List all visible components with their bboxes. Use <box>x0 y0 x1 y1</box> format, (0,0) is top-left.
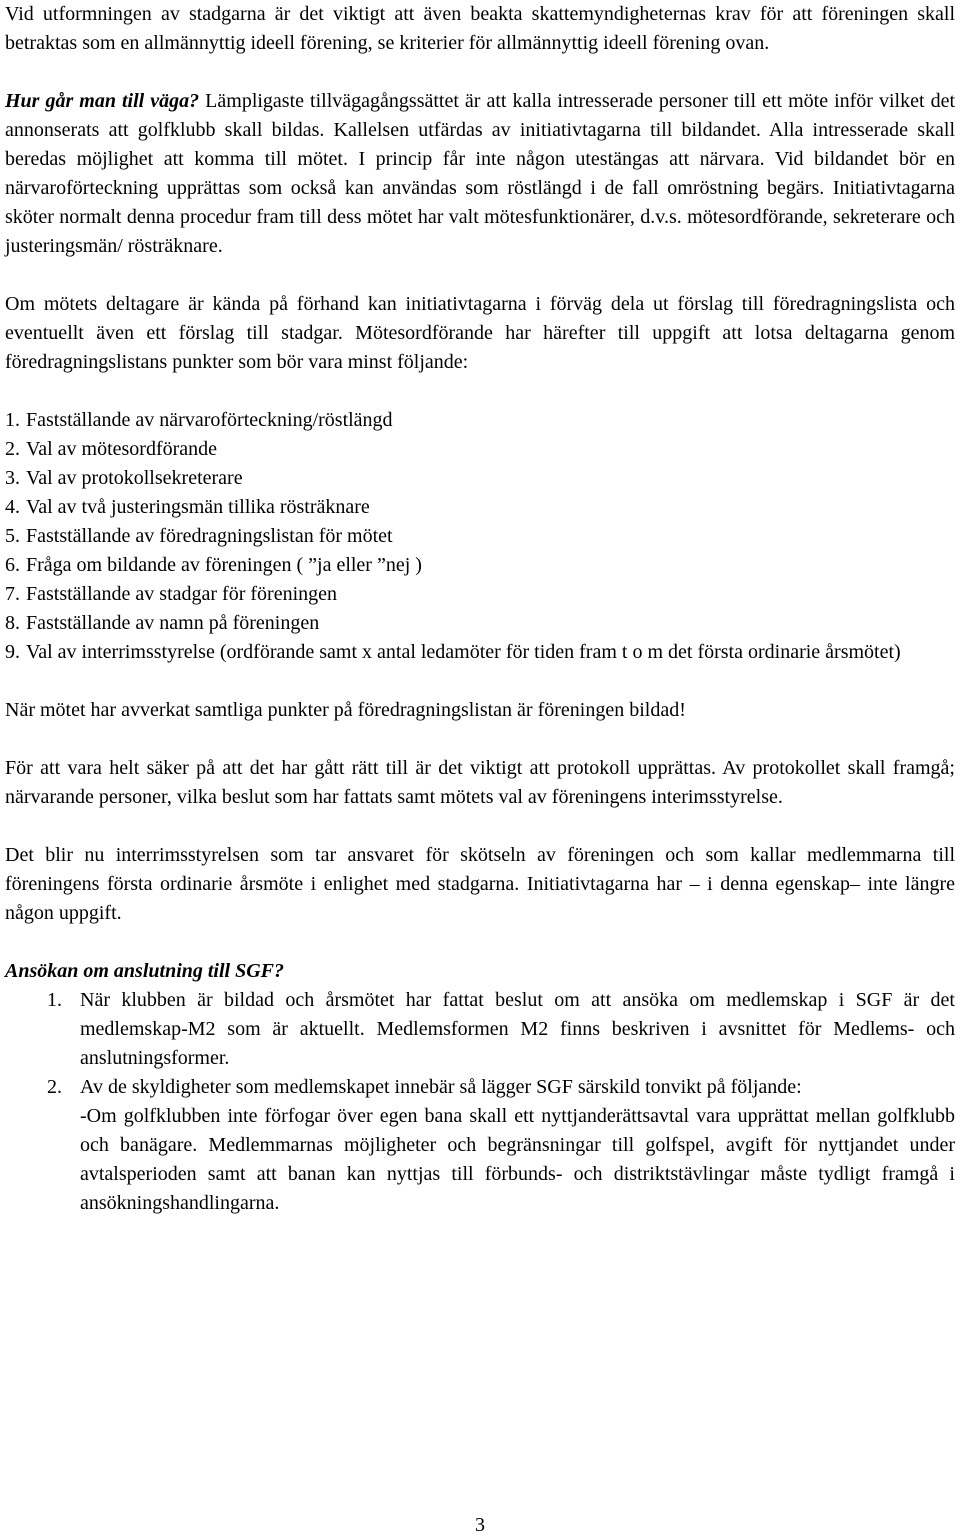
sgf-list-item <box>5 986 955 1073</box>
agenda-item <box>5 609 955 638</box>
agenda-item-text: Fråga om bildande av föreningen ( ”ja eller ”nej ) <box>26 554 422 576</box>
sgf-list-item <box>5 1073 955 1218</box>
section-how-text: Lämpligaste tillvägagångssättet är att kalla intresserade personer till ett möte inför vilket det annonserats att golfklubb skall bildas. Kallelsen utfärdas av initiativtagarna till bildandet. Alla intresserade skall beredas möjlighet att komma till mötet. I princip får inte någon utestängas att närvara. Vid bildandet bör en närvaroförteckning upprättas som också kan användas som röstlängd i de fall omröstning begärs. Initiativtagarna sköter normalt denna procedur fram till dess mötet har valt mötesfunktionärer, d.v.s. mötesordförande, sekreterare och justeringsmän/ rösträknare. <box>5 90 956 257</box>
agenda-item-number: 2. <box>5 438 20 460</box>
sgf-item-text: När klubben är bildad och årsmötet har fattat beslut om att ansöka om medlemskap i SGF är det medlemskap-M2 som är aktuellt. Medlemsformen M2 finns beskriven i avsnittet för Medlems- och anslutningsformer. <box>80 989 955 1069</box>
agenda-item <box>5 464 955 493</box>
agenda-item <box>5 435 955 464</box>
agenda-item-text: Val av interrimsstyrelse (ordförande samt x antal ledamöter för tiden fram t o m det första ordinarie årsmötet) <box>26 641 901 663</box>
sgf-item-text: Av de skyldigheter som medlemskapet innebär så lägger SGF särskild tonvikt på följande: <box>80 1076 802 1098</box>
interim-board-paragraph: Det blir nu interrimsstyrelsen som tar ansvaret för skötseln av föreningen och som kallar medlemmarna till föreningens första ordinarie årsmöte i enlighet med stadgarna. Initiativtagarna har – i denna egenskap– inte längre någon uppgift. <box>5 844 955 924</box>
section-sgf-heading: Ansökan om anslutning till SGF? <box>5 960 285 982</box>
agenda-item-text: Fastställande av närvaroförteckning/röstlängd <box>26 409 393 431</box>
agenda-item <box>5 406 955 435</box>
agenda-item-number: 5. <box>5 525 20 547</box>
document-page <box>5 0 955 1218</box>
agenda-item-number: 4. <box>5 496 20 518</box>
agenda-item <box>5 551 955 580</box>
agenda-item-number: 3. <box>5 467 20 489</box>
protocol-paragraph: För att vara helt säker på att det har gått rätt till är det viktigt att protokoll upprättas. Av protokollet skall framgå; närvarande personer, vilka beslut som har fattats samt mötets val av föreningens interimsstyrelse. <box>5 757 955 808</box>
agenda-item <box>5 522 955 551</box>
page-number: 3 <box>475 1514 485 1536</box>
agenda-item-number: 7. <box>5 583 20 605</box>
sgf-item-number: 2. <box>47 1076 62 1098</box>
agenda-item-number: 8. <box>5 612 20 634</box>
agenda-intro-paragraph: Om mötets deltagare är kända på förhand kan initiativtagarna i förväg dela ut förslag till föredragningslista och eventuellt även ett förslag till stadgar. Mötesordförande har härefter till uppgift att lotsa deltagarna genom föredragningslistans punkter som bör vara minst följande: <box>5 293 955 373</box>
agenda-item-text: Fastställande av namn på föreningen <box>26 612 320 634</box>
intro-paragraph: Vid utformningen av stadgarna är det viktigt att även beakta skattemyndigheternas krav för att föreningen skall betraktas som en allmännyttig ideell förening, se kriterier för allmännyttig ideell förening ovan. <box>5 3 955 54</box>
sgf-list <box>5 986 955 1218</box>
agenda-item-number: 1. <box>5 409 20 431</box>
sgf-item-number: 1. <box>47 989 62 1011</box>
agenda-item-text: Val av protokollsekreterare <box>26 467 243 489</box>
section-how-paragraph <box>5 87 955 261</box>
sgf-item-subtext: -Om golfklubben inte förfogar över egen bana skall ett nyttjanderättsavtal vara upprättat mellan golfklubb och banägare. Medlemmarnas möjligheter och begränsningar till golfspel, avgift för nyttjandet under avtalsperioden samt att banan kan nyttjas till förbunds- och distriktstävlingar måste tydligt framgå i ansökningshandlingarna. <box>80 1105 955 1214</box>
agenda-item <box>5 638 955 667</box>
agenda-item <box>5 580 955 609</box>
agenda-item <box>5 493 955 522</box>
agenda-list <box>5 406 955 667</box>
agenda-item-text: Val av två justeringsmän tillika rösträknare <box>26 496 370 518</box>
agenda-item-text: Fastställande av föredragningslistan för mötet <box>26 525 393 547</box>
agenda-item-text: Val av mötesordförande <box>26 438 218 460</box>
agenda-item-number: 9. <box>5 641 20 663</box>
club-formed-paragraph: När mötet har avverkat samtliga punkter på föredragningslistan är föreningen bildad! <box>5 699 686 721</box>
section-how-heading: Hur går man till väga? <box>5 90 200 112</box>
agenda-item-number: 6. <box>5 554 20 576</box>
agenda-item-text: Fastställande av stadgar för föreningen <box>26 583 338 605</box>
